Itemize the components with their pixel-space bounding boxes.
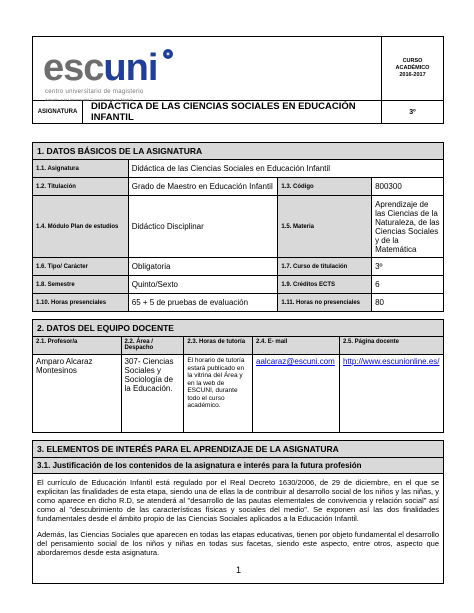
email-link[interactable]: aalcaraz@escuni.com <box>256 357 335 366</box>
logo: escuni <box>43 47 158 89</box>
paragraph-2: Además, las Ciencias Sociales que aparecen en todas las etapas educativas, tienen por objeto fundamental el desarrollo del pensamiento social de los niños y niñas en todas sus facetas, siendo este aspecto, entre otros, aspecto que abordaremos desde esta asignatura. <box>37 530 439 557</box>
section2-title: 2. DATOS DEL EQUIPO DOCENTE <box>33 320 444 337</box>
horas-presenciales-label: 1.10. Horas presenciales <box>33 294 129 312</box>
curso-titulacion-label: 1.7. Curso de titulación <box>278 258 372 276</box>
paragraph-1: El currículo de Educación Infantil está regulado por el Real Decreto 1630/2006, de 29 de diciembre, en el que se explicitan las finalidades de esta etapa, siendo una de ellas la de contribuir al desarrollo social de los niños y las niñas, y como aparece en dicho R.D, se atenderá al "desarrollo de las pautas elementales de convivencia y relación social" así como al "descubrimiento de las características físicas y sociales del medio". Se exponen así las dos finalidades fundamentales desde el ámbito propio de las Ciencias Sociales aplicados a la Educación Infantil. <box>37 478 439 523</box>
asignatura-title: DIDÁCTICA DE LAS CIENCIAS SOCIALES EN EDUCACIÓN INFANTIL <box>83 101 382 124</box>
learning-elements-table <box>32 440 444 584</box>
horas-no-presenciales-label: 1.11. Horas no presenciales <box>278 294 372 312</box>
header-table <box>32 36 444 124</box>
web-link[interactable]: http://www.escunionline.es/ <box>343 357 440 366</box>
tipo-label: 1.6. Tipo/ Carácter <box>33 258 129 276</box>
web-cell <box>340 355 444 433</box>
horas-presenciales-value: 65 + 5 de pruebas de evaluación <box>128 294 278 312</box>
semestre-label: 1.8. Semestre <box>33 276 129 294</box>
col-web: 2.5. Página docente <box>340 337 444 355</box>
profesor-name: Amparo Alcaraz Montesinos <box>33 355 122 433</box>
section3-title: 3. ELEMENTOS DE INTERÉS PARA EL APRENDIZAJE DE LA ASIGNATURA <box>33 441 444 458</box>
page-number: 1 <box>236 565 242 575</box>
col-profesor: 2.1. Profesor/a <box>33 337 122 355</box>
tutoria-info: El horario de tutoría estará publicado en la vitrina del Área y en la web de ESCUNI, durante todo el curso académico. <box>184 355 253 433</box>
basic-data-table <box>32 142 444 312</box>
curso-titulacion-value: 3º <box>372 258 444 276</box>
logo-badge-icon: ◉ <box>163 49 173 59</box>
asignatura-course: 3º <box>382 101 444 124</box>
semestre-value: Quinto/Sexto <box>128 276 278 294</box>
materia-label: 1.5. Materia <box>278 196 372 258</box>
teaching-team-table <box>32 319 444 433</box>
materia-value: Aprendizaje de las Ciencias de la Naturaleza, de las Ciencias Sociales y de la Matemática <box>372 196 444 258</box>
col-area: 2.2. Área / Despacho <box>121 337 184 355</box>
titulacion-label: 1.2. Titulación <box>33 178 129 196</box>
col-email: 2.4. E- mail <box>253 337 340 355</box>
asignatura-value: Didáctica de las Ciencias Sociales en Educación Infantil <box>128 160 443 178</box>
creditos-value: 6 <box>372 276 444 294</box>
horas-no-presenciales-value: 80 <box>372 294 444 312</box>
creditos-label: 1.9. Créditos ECTS <box>278 276 372 294</box>
section1-title: 1. DATOS BÁSICOS DE LA ASIGNATURA <box>33 143 444 160</box>
logo-subtitle: centro universitario de magisterio <box>45 89 144 95</box>
asignatura-label: 1.1. Asignatura <box>33 160 129 178</box>
col-tutoria: 2.3. Horas de tutoría <box>184 337 253 355</box>
modulo-label: 1.4. Módulo Plan de estudios <box>33 196 129 258</box>
curso-academico: CURSO ACADÉMICO 2016-2017 <box>382 37 444 101</box>
codigo-label: 1.3. Código <box>278 178 372 196</box>
tipo-value: Obligatoria <box>128 258 278 276</box>
asignatura-label: ASIGNATURA <box>33 101 83 124</box>
email-cell <box>253 355 340 433</box>
area-despacho: 307- Ciencias Sociales y Sociología de la Educación. <box>121 355 184 433</box>
titulacion-value: Grado de Maestro en Educación Infantil <box>128 178 278 196</box>
section3-subtitle: 3.1. Justificación de los contenidos de la asignatura e interés para la futura profesión <box>33 458 444 474</box>
logo-caption: Adscrito a la Universidad Complutense de Madrid <box>45 97 133 102</box>
modulo-value: Didáctico Disciplinar <box>128 196 278 258</box>
logo-cell <box>33 37 382 101</box>
codigo-value: 800300 <box>372 178 444 196</box>
